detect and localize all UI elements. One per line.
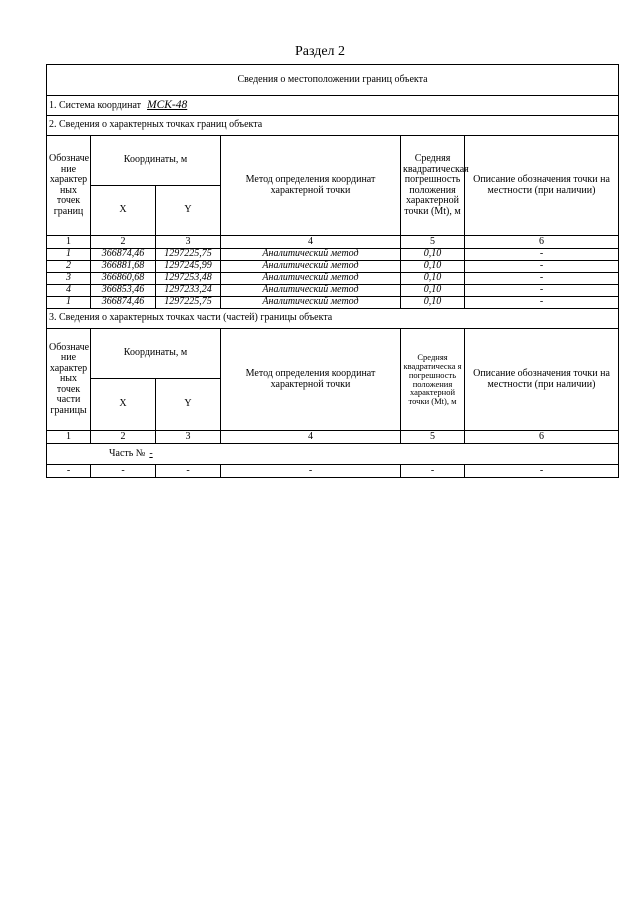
header-description: Описание обозначения точки на местности (при наличии) (465, 136, 619, 236)
coord-system-value: МСК-48 (147, 99, 188, 112)
accuracy: 0,10 (401, 297, 465, 309)
column-numbers-row (47, 431, 619, 444)
column-number: 3 (156, 431, 221, 444)
accuracy: 0,10 (401, 249, 465, 261)
column-numbers-row (47, 236, 619, 249)
column-number: 3 (156, 236, 221, 249)
part-value: - (149, 447, 153, 459)
section2-title: 2. Сведения о характерных точках границ объекта (47, 116, 619, 136)
column-number: 4 (221, 236, 401, 249)
empty-cell: - (47, 465, 91, 478)
coord-y: 1297245,99 (156, 261, 221, 273)
coord-x: 366881,68 (91, 261, 156, 273)
column-number: 5 (401, 236, 465, 249)
method: Аналитический метод (221, 285, 401, 297)
column-number: 5 (401, 431, 465, 444)
header-description: Описание обозначения точки на местности (при наличии) (465, 329, 619, 431)
table-row (47, 249, 619, 261)
column-number: 2 (91, 236, 156, 249)
coord-y: 1297225,75 (156, 249, 221, 261)
header-y: Y (156, 186, 221, 236)
description: - (465, 249, 619, 261)
method: Аналитический метод (221, 249, 401, 261)
empty-cell: - (221, 465, 401, 478)
coord-system-label: 1. Система координат (49, 100, 142, 112)
column-number: 2 (91, 431, 156, 444)
header-x: X (91, 379, 156, 431)
empty-cell: - (91, 465, 156, 478)
column-number: 1 (47, 431, 91, 444)
empty-cell: - (401, 465, 465, 478)
header-coordinates: Координаты, м (91, 136, 221, 186)
table-row (47, 273, 619, 285)
point-id: 4 (47, 285, 91, 297)
empty-cell: - (156, 465, 221, 478)
coord-y: 1297233,24 (156, 285, 221, 297)
table-row (47, 297, 619, 309)
table-title: Сведения о местоположении границ объекта (47, 65, 619, 96)
description: - (465, 273, 619, 285)
table-row (47, 465, 619, 478)
header-x: X (91, 186, 156, 236)
method: Аналитический метод (221, 297, 401, 309)
part-label-cell (47, 444, 619, 465)
header-designation: Обозначе ние характер ных точек части границы (47, 329, 91, 431)
empty-cell: - (465, 465, 619, 478)
column-number: 4 (221, 431, 401, 444)
description: - (465, 261, 619, 273)
point-id: 2 (47, 261, 91, 273)
header-method: Метод определения координат характерной точки (221, 329, 401, 431)
header-y: Y (156, 379, 221, 431)
accuracy: 0,10 (401, 285, 465, 297)
boundary-table (46, 64, 619, 478)
coord-y: 1297253,48 (156, 273, 221, 285)
point-id: 3 (47, 273, 91, 285)
header-accuracy: Средняя квадратическая погрешность положения характерной точки (Mt), м (401, 136, 465, 236)
section-title: Раздел 2 (294, 44, 346, 59)
table-row (47, 261, 619, 273)
accuracy: 0,10 (401, 273, 465, 285)
column-number: 1 (47, 236, 91, 249)
method: Аналитический метод (221, 261, 401, 273)
part-label: Часть № (109, 447, 146, 459)
header-designation: Обозначе ние характер ных точек границ (47, 136, 91, 236)
header-accuracy: Средняя квадратическа я погрешность положения характерной точки (Mt), м (401, 329, 465, 431)
column-number: 6 (465, 431, 619, 444)
header-method: Метод определения координат характерной точки (221, 136, 401, 236)
coord-system-row (47, 96, 619, 116)
coord-x: 366874,46 (91, 297, 156, 309)
header-coordinates: Координаты, м (91, 329, 221, 379)
column-number: 6 (465, 236, 619, 249)
part-row (47, 444, 619, 465)
description: - (465, 297, 619, 309)
coord-x: 366874,46 (91, 249, 156, 261)
method: Аналитический метод (221, 273, 401, 285)
coord-x: 366853,46 (91, 285, 156, 297)
description: - (465, 285, 619, 297)
point-id: 1 (47, 249, 91, 261)
table-row (47, 285, 619, 297)
coord-x: 366860,68 (91, 273, 156, 285)
coord-y: 1297225,75 (156, 297, 221, 309)
point-id: 1 (47, 297, 91, 309)
accuracy: 0,10 (401, 261, 465, 273)
section3-title: 3. Сведения о характерных точках части (частей) границы объекта (47, 309, 619, 329)
